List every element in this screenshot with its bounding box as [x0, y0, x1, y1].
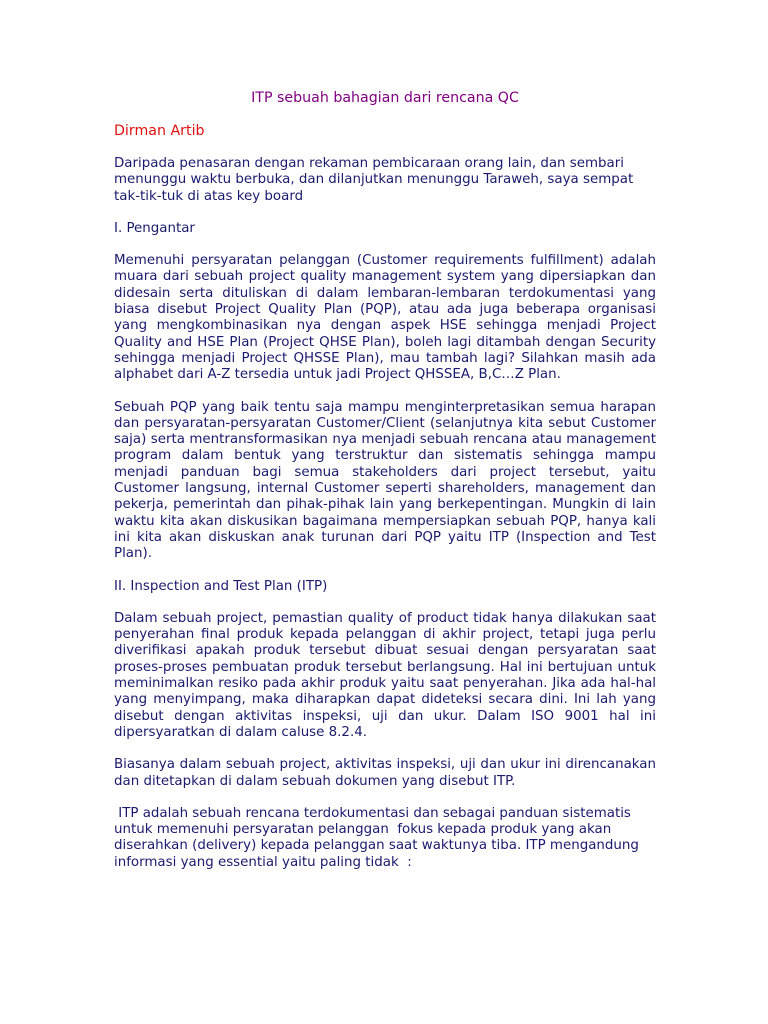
section-heading-itp: II. Inspection and Test Plan (ITP): [114, 578, 328, 594]
paragraph-pqp: Sebuah PQP yang baik tentu saja mampu menginterpretasikan semua harapan dan persyaratan-persyaratan Customer/Client (selanjutnya kita sebut Customer saja) serta mentransformasikan nya menjadi sebuah rencana atau management program dalam bentuk yang terstruktur dan sistematis sehingga mampu menjadi panduan bagi semua stakeholders dari project tersebut, yaitu Customer langsung, internal Customer seperti shareholders, management dan pekerja, pemerintah dan pihak-pihak lain yang berkepentingan. Mungkin di lain waktu kita akan diskusikan bagaimana mempersiapkan sebuah PQP, hanya kali ini kita akan diskuskan anak turunan dari PQP yaitu ITP (Inspection and Test Plan).: [114, 399, 656, 562]
paragraph-customer-requirements: Memenuhi persyaratan pelanggan (Customer requirements fulfillment) adalah muara dari sebuah project quality management system yang dipersiapkan dan didesain serta dituliskan di dalam lembaran-lembaran terdokumentasi yang biasa disebut Project Quality Plan (PQP), atau ada juga beberapa organisasi yang mengkombinasikan nya dengan aspek HSE sehingga menjadi Project Quality and HSE Plan (Project QHSE Plan), boleh lagi ditambah dengan Security sehingga menjadi Project QHSSE Plan), mau tambah lagi? Silahkan masih ada alphabet dari A-Z tersedia untuk jadi Project QHSSEA, B,C…Z Plan.: [114, 253, 656, 383]
paragraph-quality-assurance: Dalam sebuah project, pemastian quality of product tidak hanya dilakukan saat penyerahan final produk kepada pelanggan di akhir project, tetapi juga perlu diverifikasi apakah produk tersebut dibuat sesuai dengan persyaratan saat proses-proses pembuatan produk tersebut berlangsung. Hal ini bertujuan untuk meminimalkan resiko pada akhir produk yaitu saat penyerahan. Jika ada hal-hal yang menyimpang, maka diharapkan dapat dideteksi secara dini. Ini lah yang disebut dengan aktivitas inspeksi, uji dan ukur. Dalam ISO 9001 hal ini dipersyaratkan di dalam caluse 8.2.4.: [114, 610, 656, 740]
paragraph-itp-content: ITP adalah sebuah rencana terdokumentasi dan sebagai panduan sistematis untuk memenuhi persyaratan pelanggan fokus kepada produk yang akan diserahkan (delivery) kepada pelanggan saat waktunya tiba. ITP mengandung informasi yang essential yaitu paling tidak :: [114, 805, 644, 870]
paragraph-itp-definition: Biasanya dalam sebuah project, aktivitas inspeksi, uji dan ukur ini direncanakan dan ditetapkan di dalam sebuah dokumen yang disebut ITP.: [114, 757, 656, 789]
section-heading-pengantar: I. Pengantar: [114, 220, 195, 236]
document-title: ITP sebuah bahagian dari rencana QC: [251, 90, 519, 106]
document-author: Dirman Artib: [114, 123, 205, 139]
intro-paragraph: Daripada penasaran dengan rekaman pembicaraan orang lain, dan sembari menunggu waktu berbuka, dan dilanjutkan menunggu Taraweh, saya sempat tak-tik-tuk di atas key board: [114, 156, 634, 204]
document-page: [114, 89, 656, 887]
